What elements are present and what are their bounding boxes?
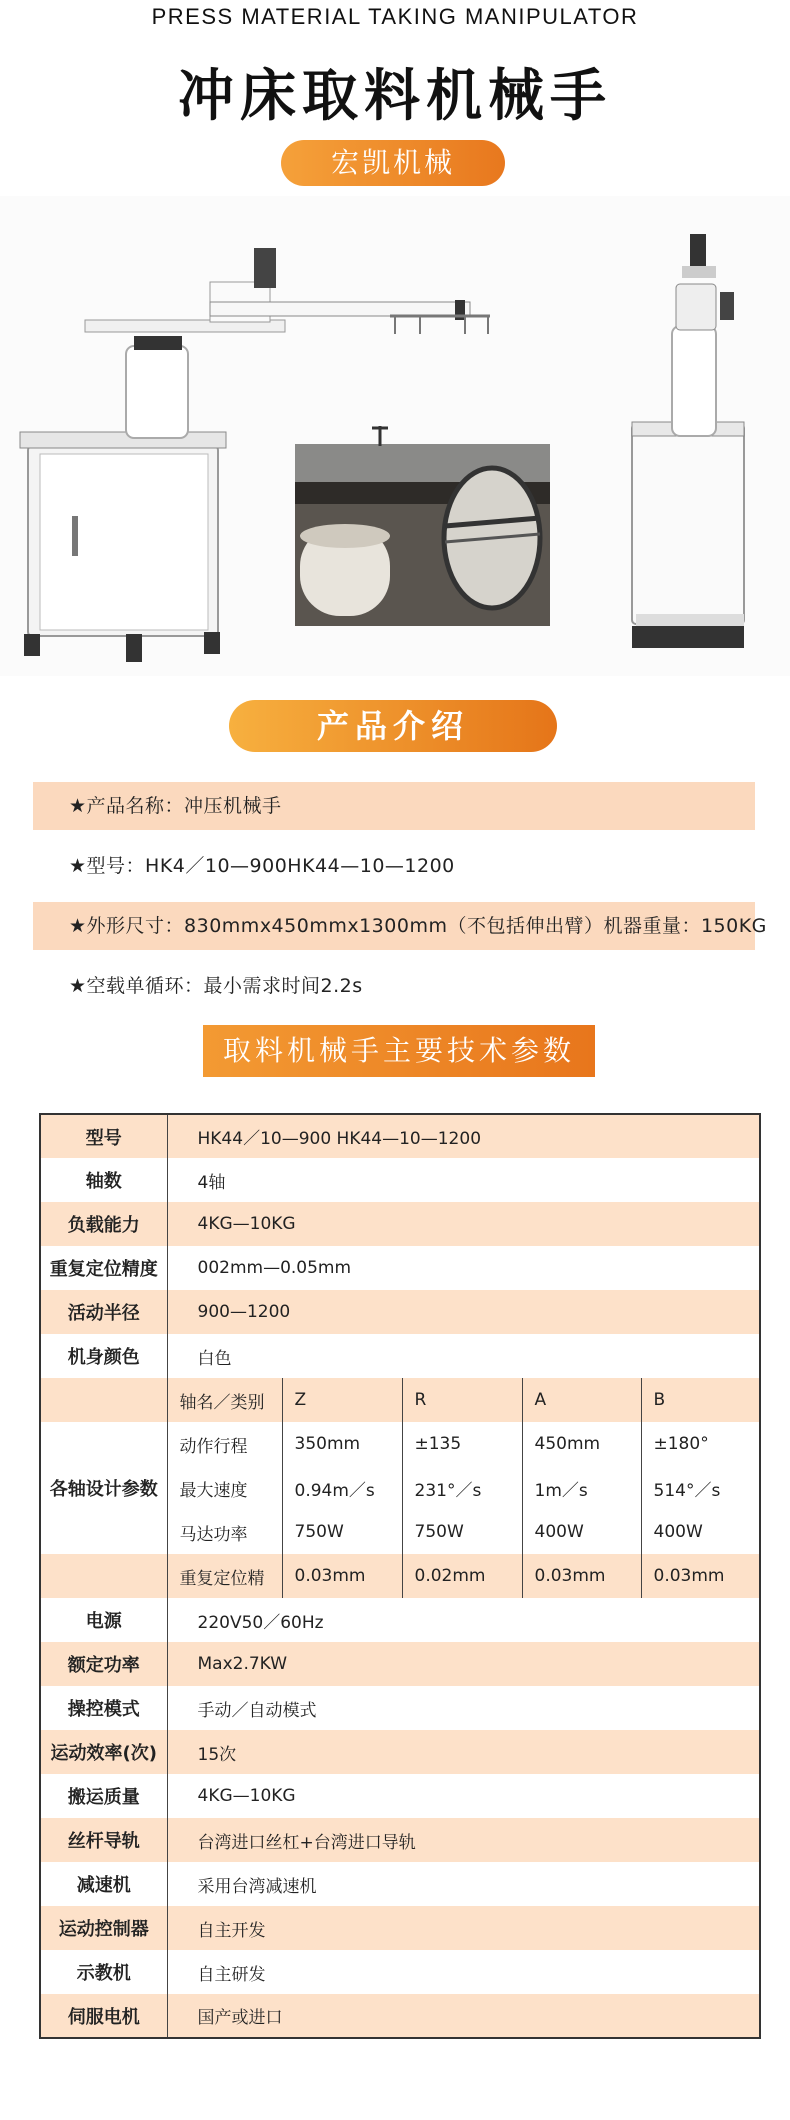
spec-label: 减速机 xyxy=(40,1862,167,1906)
manipulator-illustration xyxy=(0,196,790,676)
axis-cell: 0.03mm xyxy=(282,1554,402,1598)
spec-label: 伺服电机 xyxy=(40,1994,167,2038)
table-row xyxy=(40,1246,760,1290)
table-row xyxy=(40,1114,760,1158)
axis-header-cell: A xyxy=(522,1378,641,1422)
axis-header-cell: R xyxy=(402,1378,522,1422)
table-row xyxy=(40,1994,760,2038)
axis-row-label: 动作行程 xyxy=(179,1436,248,1457)
spec-value: Max2.7KW xyxy=(167,1642,760,1686)
spec-value: 4KG—10KG xyxy=(167,1202,760,1246)
spec-label: 电源 xyxy=(40,1598,167,1642)
axis-cell: 750W xyxy=(402,1510,522,1554)
axis-header-row xyxy=(40,1378,760,1422)
spec-table xyxy=(39,1113,761,2039)
spec-value: 白色 xyxy=(197,1348,232,1369)
table-row xyxy=(40,1906,760,1950)
spec-value: 220V50／60Hz xyxy=(197,1612,324,1633)
axis-cell: 0.03mm xyxy=(641,1554,760,1598)
intro-heading: 产品介绍 xyxy=(229,700,557,752)
table-row xyxy=(40,1598,760,1642)
table-row xyxy=(40,1686,760,1730)
spec-label: 运动效率(次) xyxy=(40,1730,167,1774)
table-row xyxy=(40,1642,760,1686)
intro-item-model: ★型号：HK4／10—900HK44—10—1200 xyxy=(69,855,455,877)
intro-item-dimensions: ★外形尺寸：830mmx450mmx1300mm（不包括伸出臂）机器重量：150KG xyxy=(33,902,755,950)
page-title: 冲床取料机械手 xyxy=(178,64,612,129)
table-row xyxy=(40,1774,760,1818)
spec-value: 国产或进口 xyxy=(167,1994,760,2038)
table-row xyxy=(40,1158,760,1202)
spec-value: 900—1200 xyxy=(167,1290,760,1334)
spec-value: 自主研发 xyxy=(197,1964,266,1985)
axis-cell: 1m／s xyxy=(522,1466,641,1510)
axis-cell: 450mm xyxy=(522,1422,641,1466)
axis-cell: 0.94m／s xyxy=(282,1466,402,1510)
axis-cell: 400W xyxy=(522,1510,641,1554)
spec-value: 自主开发 xyxy=(167,1906,760,1950)
axis-row-label: 最大速度 xyxy=(179,1480,248,1501)
right-manipulator-image xyxy=(632,234,744,648)
table-row xyxy=(40,1950,760,1994)
axis-cell: 0.03mm xyxy=(522,1554,641,1598)
table-row xyxy=(40,1862,760,1906)
axis-group-label-bottom xyxy=(40,1554,167,1598)
spec-label: 活动半径 xyxy=(40,1290,167,1334)
axis-header-cell: Z xyxy=(282,1378,402,1422)
spec-label: 搬运质量 xyxy=(40,1774,167,1818)
axis-header-cell: 轴名／类别 xyxy=(167,1378,282,1422)
axis-cell: ±180° xyxy=(641,1422,760,1466)
intro-item-product-name: ★产品名称：冲压机械手 xyxy=(33,782,755,830)
axis-row xyxy=(40,1422,760,1466)
spec-value: 15次 xyxy=(167,1730,760,1774)
spec-value: 采用台湾减速机 xyxy=(197,1876,317,1897)
params-heading: 取料机械手主要技术参数 xyxy=(203,1025,595,1077)
axis-cell: 750W xyxy=(282,1510,402,1554)
spec-label: 型号 xyxy=(40,1114,167,1158)
table-row xyxy=(40,1730,760,1774)
axis-cell: 231°／s xyxy=(402,1466,522,1510)
brand-badge: 宏凯机械 xyxy=(281,140,505,186)
spec-value: 4KG—10KG xyxy=(197,1786,296,1806)
axis-header-cell: B xyxy=(641,1378,760,1422)
spec-label: 示教机 xyxy=(40,1950,167,1994)
intro-list xyxy=(33,782,767,1022)
spec-label: 操控模式 xyxy=(40,1686,167,1730)
product-photo xyxy=(0,196,790,676)
axis-cell: 350mm xyxy=(282,1422,402,1466)
spec-value: 台湾进口丝杠+台湾进口导轨 xyxy=(167,1818,760,1862)
detail-photo-image xyxy=(295,426,550,626)
axis-row-label: 重复定位精 xyxy=(167,1554,282,1598)
axis-group-label: 各轴设计参数 xyxy=(40,1422,167,1554)
spec-label: 丝杆导轨 xyxy=(40,1818,167,1862)
spec-label: 重复定位精度 xyxy=(40,1246,167,1290)
english-subtitle: PRESS MATERIAL TAKING MANIPULATOR xyxy=(151,4,639,29)
table-row xyxy=(40,1290,760,1334)
axis-row-label: 马达功率 xyxy=(179,1524,248,1545)
spec-label: 负载能力 xyxy=(40,1202,167,1246)
axis-cell: 514°／s xyxy=(641,1466,760,1510)
spec-label: 轴数 xyxy=(40,1158,167,1202)
spec-value: HK44／10—900 HK44—10—1200 xyxy=(167,1114,760,1158)
axis-row xyxy=(40,1554,760,1598)
axis-cell: 400W xyxy=(641,1510,760,1554)
axis-cell: 0.02mm xyxy=(402,1554,522,1598)
table-row xyxy=(40,1818,760,1862)
spec-value: 手动／自动模式 xyxy=(197,1700,317,1721)
table-row xyxy=(40,1334,760,1378)
spec-label: 机身颜色 xyxy=(40,1334,167,1378)
table-row xyxy=(40,1202,760,1246)
spec-value: 4轴 xyxy=(197,1172,226,1193)
spec-value: 002mm—0.05mm xyxy=(197,1258,352,1278)
intro-item-cycle-time: ★空载单循环：最小需求时间2.2s xyxy=(69,975,363,997)
spec-label: 额定功率 xyxy=(40,1642,167,1686)
axis-cell: ±135 xyxy=(402,1422,522,1466)
spec-label: 运动控制器 xyxy=(40,1906,167,1950)
axis-group-label-top xyxy=(40,1378,167,1422)
